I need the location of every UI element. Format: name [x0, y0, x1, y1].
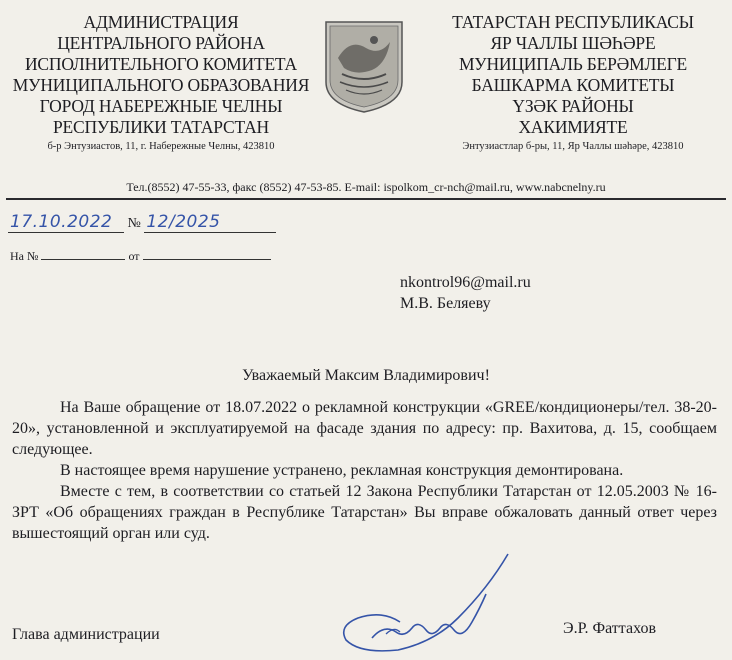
salutation: Уважаемый Максим Владимирович! [242, 367, 490, 384]
org-name-line: ЯР ЧАЛЛЫ ШӘҺӘРЕ [490, 33, 656, 53]
reply-to-label: На № [10, 249, 39, 263]
header-left-block [0, 12, 322, 154]
org-name-line: ГОРОД НАБЕРЕЖНЫЕ ЧЕЛНЫ [39, 96, 283, 116]
org-name-line: ХАКИМИЯТЕ [518, 117, 628, 137]
reply-to-row [10, 248, 271, 264]
org-address: б-р Энтузиастов, 11, г. Набережные Челны, 423810 [47, 141, 275, 152]
city-emblem-icon [322, 18, 406, 114]
handwritten-signature-icon [338, 548, 514, 658]
reply-number-blank [41, 248, 125, 260]
body-paragraph: На Ваше обращение от 18.07.2022 о рекламной конструкции «GREE/кондиционеры/тел. 38-20-20», установленной и эксплуатируемой на фасаде здания по адресу: пр. Вахитова, д. 15, сообщаем следующее. [12, 399, 717, 458]
from-label: от [128, 249, 140, 263]
recipient-name: М.В. Беляеву [400, 295, 491, 312]
org-name-line: ТАТАРСТАН РЕСПУБЛИКАСЫ [452, 12, 694, 32]
org-name-line: БАШКАРМА КОМИТЕТЫ [471, 75, 675, 95]
signatory-position: Глава администрации [12, 626, 160, 643]
body-paragraph: В настоящее время нарушение устранено, рекламная конструкция демонтирована. [60, 462, 624, 479]
letter-body [12, 397, 717, 544]
handwritten-date: 17.10.2022 [10, 212, 113, 232]
number-sign: № [127, 216, 141, 231]
contacts-line: Тел.(8552) 47-55-33, факс (8552) 47-53-85. E-mail: ispolkom_cr-nch@mail.ru, www.nabcnelny.ru [126, 180, 606, 194]
registration-row [8, 212, 276, 233]
body-paragraph: Вместе с тем, в соответствии со статьей 12 Закона Республики Татарстан от 12.05.2003 № 16-ЗРТ «Об обращениях граждан в Республике Татарстан» Вы вправе обжаловать данный ответ через вышестоящий орган или суд. [12, 483, 717, 542]
org-name-line: РЕСПУБЛИКИ ТАТАРСТАН [52, 117, 269, 137]
org-address: Энтузиастлар б-ры, 11, Яр Чаллы шәһәре, 423810 [462, 141, 684, 152]
org-name-line: ЦЕНТРАЛЬНОГО РАЙОНА [57, 33, 265, 53]
org-name-line: ҮЗӘК РАЙОНЫ [512, 96, 634, 116]
signatory-name: Э.Р. Фаттахов [563, 620, 657, 637]
recipient-block [400, 272, 531, 314]
reply-date-blank [143, 248, 271, 260]
org-name-line: МУНИЦИПАЛЬНОГО ОБРАЗОВАНИЯ [12, 75, 310, 95]
org-name-line: МУНИЦИПАЛЬ БЕРӘМЛЕГЕ [458, 54, 688, 74]
org-name-line: ИСПОЛНИТЕЛЬНОГО КОМИТЕТА [24, 54, 297, 74]
handwritten-number: 12/2025 [146, 212, 221, 232]
header-divider [6, 198, 726, 200]
header-right-block [412, 12, 732, 154]
recipient-email: nkontrol96@mail.ru [400, 274, 531, 291]
org-name-line: АДМИНИСТРАЦИЯ [83, 12, 239, 32]
